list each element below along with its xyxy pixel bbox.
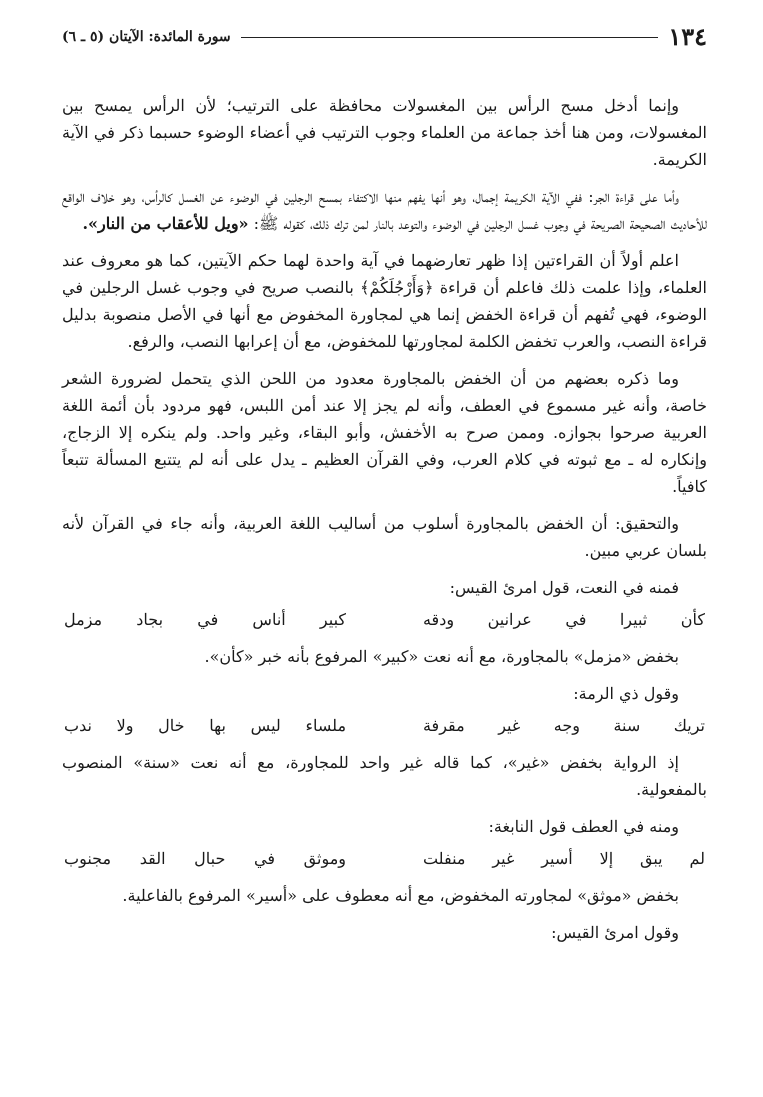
- header-rule: [241, 37, 659, 38]
- verse-first-half: تريك سنة وجه غير مقرفة: [422, 716, 705, 735]
- hadith-quote: «ويل للأعقاب من النار».: [82, 214, 249, 233]
- verse-intro: فمنه في النعت، قول امرئ القيس:: [449, 578, 679, 597]
- page-number: ١٣٤: [668, 22, 707, 51]
- paragraph: وإنما أدخل مسح الرأس بين المغسولات محافظة على الترتيب؛ لأن الرأس يمسح بين المغسولات، ومن هنا أخذ جماعة من العلماء وجوب الترتيب في أعضاء الوضوء حسبما ذكر في الآية الكريمة.: [62, 96, 707, 169]
- paragraph: [62, 183, 707, 237]
- verse-intro: ومنه في العطف قول النابغة:: [488, 817, 679, 836]
- poetry-verse: [62, 844, 707, 874]
- verse-comment: بخفض «مزمل» بالمجاورة، مع أنه نعت «كبير» المرفوع بأنه خبر «كأن».: [204, 647, 679, 666]
- poetry-verse: [62, 711, 707, 741]
- verse-intro: وقول ذي الرمة:: [573, 684, 679, 703]
- verse-second-half: وموثق في حبال القد مجنوب: [64, 849, 347, 868]
- page-header: [62, 22, 707, 52]
- verse-intro: وقول امرئ القيس:: [551, 923, 679, 942]
- surah-title: سورة المائدة: الآيتان (٥ ـ ٦): [62, 29, 231, 45]
- paragraph: وما ذكره بعضهم من أن الخفض بالمجاورة معدود من اللحن الذي يتحمل لضرورة الشعر خاصة، وأنه غير مسموع في العطف، وأنه لم يجز إلا عند أمن اللبس، فهو مردود بأن أئمة اللغة العربية صرحوا بجوازه. وممن صرح به الأخفش، وأبو البقاء، وغير واحد. ولم ينكره إلا الزجاج، وإنكاره له ـ مع ثبوته في كلام العرب، وفي القرآن العظيم ـ يدل على أنه لم يتتبع المسألة تتبعاً كافياً.: [62, 369, 707, 496]
- paragraph: اعلم أولاً أن القراءتين إذا ظهر تعارضهما في آية واحدة لهما حكم الآيتين، كما هو معروف عند العلماء، وإذا علمت ذلك فاعلم أن قراءة ﴿وَأَرْجُلَكُمْ﴾ بالنصب صريح في وجوب غسل الرجلين في الوضوء، فهي تُفهم أن قراءة الخفض إنما هي لمجاورة المخفوض مع أنها في الأصل منصوبة بدليل قراءة النصب، والعرب تخفض الكلمة لمجاورتها للمخفوض، مع أن إعرابها النصب، والرفع.: [62, 251, 707, 351]
- verse-comment: بخفض «موثق» لمجاورته المخفوض، مع أنه معطوف على «أسير» المرفوع بالفاعلية.: [122, 886, 679, 905]
- paragraph-text: وأما على قراءة الجر: ففي الآية الكريمة إجمال، وهو أنها يفهم منها الاكتفاء بمسح الرجلين في الوضوء عن الغسل كالرأس، وهو خلاف الواقع للأحاديث الصحيحة الصريحة في وجوب غسل الرجلين في الوضوء والتوعد بالنار لمن ترك ذلك، كقوله ﷺ:: [62, 187, 707, 233]
- poetry-verse: [62, 605, 707, 635]
- verse-comment: إذ الرواية بخفض «غير»، كما قاله غير واحد للمجاورة، مع أنه نعت «سنة» المنصوب بالمفعولية.: [62, 753, 707, 799]
- verse-second-half: كبير أناس في بجاد مزمل: [64, 610, 347, 629]
- verse-first-half: كأن ثبيرا في عرانين ودقه: [422, 610, 705, 629]
- body-text: [62, 92, 707, 946]
- verse-first-half: لم يبق إلا أسير غير منفلت: [422, 849, 705, 868]
- paragraph: والتحقيق: أن الخفض بالمجاورة أسلوب من أساليب اللغة العربية، وأنه جاء في القرآن لأنه بلسان عربي مبين.: [62, 514, 707, 560]
- verse-second-half: ملساء ليس بها خال ولا ندب: [64, 716, 347, 735]
